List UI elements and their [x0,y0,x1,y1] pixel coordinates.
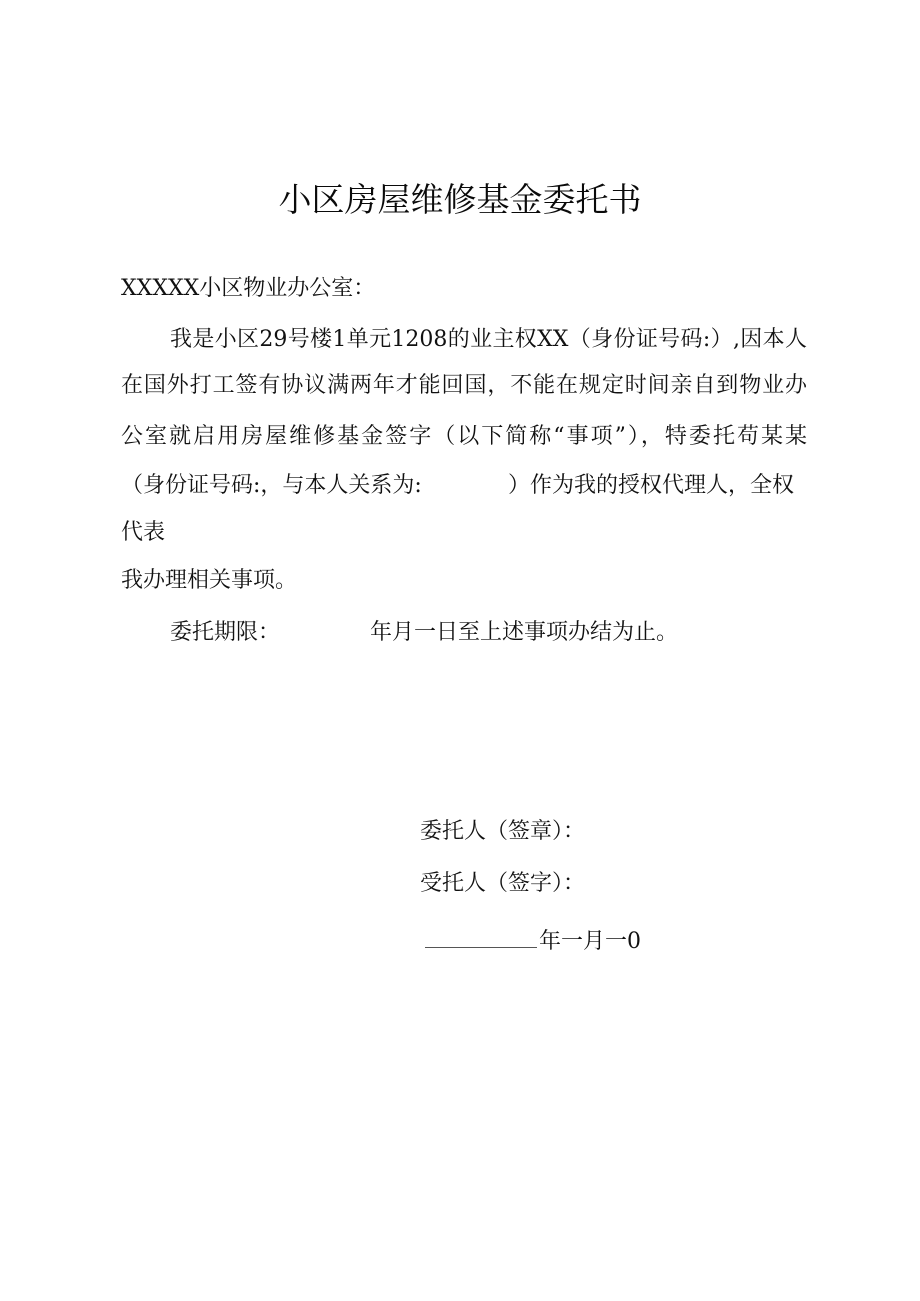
body-line-4b: ）作为我的授权代理人，全权 [508,473,795,498]
period-label: 委托期限： [170,620,281,645]
signature-date [425,925,641,957]
principal-signature-label: 委托人（签章）： [420,819,586,844]
document-title: 小区房屋维修基金委托书 [278,180,642,219]
date-text: 年一月一0 [539,929,641,954]
body-line-6: 我办理相关事项。 [121,568,298,593]
date-blank-line [425,925,537,948]
body-line-4a: （身份证号码:，与本人关系为: [121,473,422,498]
body-line-1: 我是小区29号楼1单元1208的业主权XX（身份证号码:）,因本人 [170,327,807,352]
body-line-2: 在国外打工签有协议满两年才能回国，不能在规定时间亲自到物业办 [121,373,807,398]
addressee: XXXXX小区物业办公室： [121,276,376,301]
body-line-3: 公室就启用房屋维修基金签字（以下简称“事项”），特委托苟某某 [121,424,807,449]
body-line-5: 代表 [121,520,166,545]
period-text: 年月一日至上述事项办结为止。 [370,620,679,645]
agent-signature-label: 受托人（签字）： [420,871,586,896]
